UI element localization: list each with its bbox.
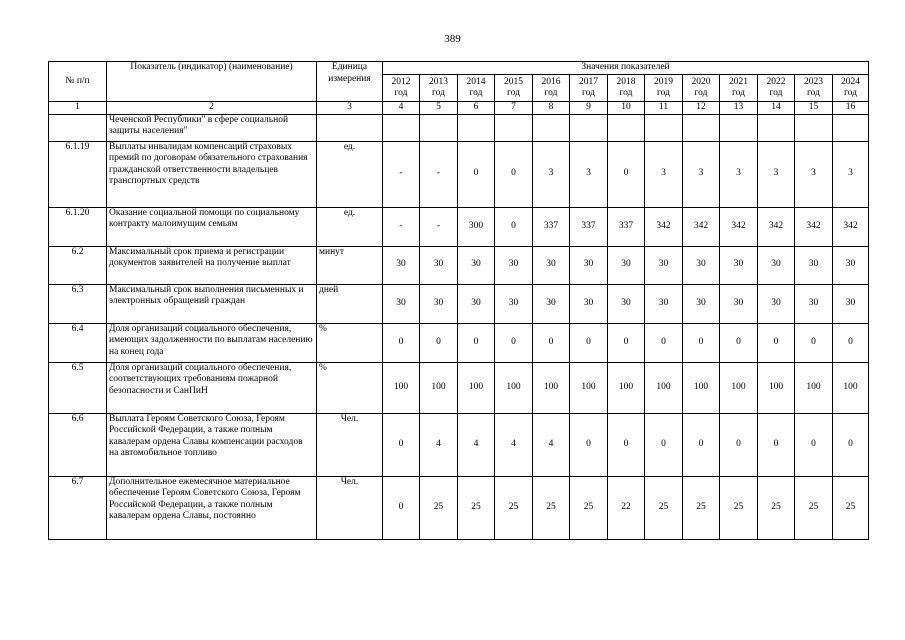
header-num: № п/п [49, 62, 107, 102]
value-cell: 30 [720, 246, 758, 284]
column-number-cell: 10 [608, 102, 645, 115]
indicator-cell: Чеченской Республики" в сфере социальной защиты населения" [107, 114, 317, 141]
year-label: 2015 [504, 77, 523, 87]
value-cell: 30 [833, 246, 869, 284]
value-cell: 100 [683, 362, 720, 413]
value-cell: 0 [533, 323, 570, 362]
value-cell: 3 [758, 141, 795, 207]
row-id-cell: 6.7 [49, 476, 107, 539]
year-label: 2016 [541, 77, 561, 87]
column-number-cell: 12 [683, 102, 720, 115]
value-cell: 30 [795, 284, 833, 323]
column-number-cell: 3 [317, 102, 383, 115]
indicators-table [48, 61, 869, 540]
column-number-row [49, 102, 869, 115]
year-suffix: год [432, 88, 445, 98]
value-cell: 100 [570, 362, 608, 413]
header-unit: Единица измерения [317, 62, 383, 102]
year-header-cell [608, 75, 645, 102]
year-label: 2022 [766, 77, 786, 87]
value-cell: 100 [645, 362, 683, 413]
year-label: 2019 [654, 77, 673, 87]
value-cell: 342 [645, 207, 683, 246]
value-cell: 337 [608, 207, 645, 246]
year-suffix: год [807, 88, 820, 98]
value-cell: 100 [608, 362, 645, 413]
unit-cell [317, 114, 383, 141]
unit-cell: ед. [317, 207, 383, 246]
table-body [49, 114, 869, 539]
value-cell: 30 [458, 246, 495, 284]
value-cell: 300 [458, 207, 495, 246]
row-id-cell: 6.6 [49, 413, 107, 476]
value-cell: 3 [683, 141, 720, 207]
value-cell: 30 [608, 284, 645, 323]
year-suffix: год [394, 88, 408, 98]
value-cell: 0 [645, 323, 683, 362]
value-cell [795, 114, 833, 141]
table-row [49, 362, 869, 413]
value-cell [720, 114, 758, 141]
value-cell: 4 [420, 413, 458, 476]
indicator-cell: Доля организаций социального обеспечения, имеющих задолженности по выплатам населению на конец года [107, 323, 317, 362]
year-suffix: год [657, 88, 670, 98]
table-row [49, 207, 869, 246]
value-cell [758, 114, 795, 141]
value-cell: 25 [458, 476, 495, 539]
year-label: 2021 [729, 77, 748, 87]
value-cell: - [383, 141, 420, 207]
year-header-cell [533, 75, 570, 102]
year-suffix: год [469, 88, 483, 98]
value-cell: - [420, 141, 458, 207]
value-cell: 100 [420, 362, 458, 413]
value-cell: 0 [383, 323, 420, 362]
year-header-cell [420, 75, 458, 102]
year-label: 2024 [841, 77, 860, 87]
year-header-cell [458, 75, 495, 102]
value-cell: 30 [720, 284, 758, 323]
unit-cell: ед. [317, 141, 383, 207]
unit-cell: дней [317, 284, 383, 323]
value-cell: 0 [833, 413, 869, 476]
value-cell [608, 114, 645, 141]
table-row [49, 141, 869, 207]
row-id-cell: 6.3 [49, 284, 107, 323]
row-id-cell: 6.2 [49, 246, 107, 284]
table-row [49, 476, 869, 539]
value-cell: 0 [608, 141, 645, 207]
value-cell: 25 [795, 476, 833, 539]
value-cell: 30 [645, 246, 683, 284]
value-cell [420, 114, 458, 141]
header-indicator: Показатель (индикатор) (наименование) [107, 62, 317, 102]
value-cell: 22 [608, 476, 645, 539]
value-cell: 0 [608, 323, 645, 362]
table-row [49, 114, 869, 141]
value-cell: 0 [383, 476, 420, 539]
value-cell: 0 [570, 323, 608, 362]
value-cell: 0 [570, 413, 608, 476]
year-label: 2023 [804, 77, 823, 87]
row-id-cell [49, 114, 107, 141]
unit-cell: Чел. [317, 476, 383, 539]
value-cell: 25 [758, 476, 795, 539]
column-number-cell: 5 [420, 102, 458, 115]
year-label: 2017 [579, 77, 598, 87]
value-cell: 25 [570, 476, 608, 539]
value-cell: 30 [683, 246, 720, 284]
value-cell [645, 114, 683, 141]
value-cell [533, 114, 570, 141]
year-label: 2014 [466, 77, 486, 87]
year-suffix: год [619, 88, 633, 98]
value-cell: 100 [495, 362, 533, 413]
indicator-cell: Максимальный срок приема и регистрации документов заявителей на получение выплат [107, 246, 317, 284]
unit-cell: % [317, 323, 383, 362]
row-id-cell: 6.1.20 [49, 207, 107, 246]
value-cell: 0 [683, 413, 720, 476]
value-cell: 0 [383, 413, 420, 476]
value-cell: - [383, 207, 420, 246]
value-cell: 25 [833, 476, 869, 539]
value-cell: 30 [383, 284, 420, 323]
value-cell: 0 [495, 323, 533, 362]
table-row [49, 284, 869, 323]
value-cell: 3 [833, 141, 869, 207]
value-cell [683, 114, 720, 141]
value-cell: 25 [645, 476, 683, 539]
unit-cell: % [317, 362, 383, 413]
value-cell: 0 [795, 323, 833, 362]
column-number-cell: 13 [720, 102, 758, 115]
value-cell: 0 [495, 207, 533, 246]
column-number-cell: 9 [570, 102, 608, 115]
value-cell: 30 [683, 284, 720, 323]
value-cell: 30 [495, 246, 533, 284]
year-label: 2020 [691, 77, 711, 87]
row-id-cell: 6.1.19 [49, 141, 107, 207]
value-cell: 100 [758, 362, 795, 413]
value-cell: 100 [458, 362, 495, 413]
row-id-cell: 6.4 [49, 323, 107, 362]
header-values-title: Значения показателей [383, 62, 869, 75]
value-cell [495, 114, 533, 141]
year-suffix: год [544, 88, 558, 98]
value-cell: 3 [533, 141, 570, 207]
value-cell: 0 [495, 141, 533, 207]
year-suffix: год [507, 88, 520, 98]
value-cell: 337 [570, 207, 608, 246]
value-cell: 3 [645, 141, 683, 207]
value-cell [570, 114, 608, 141]
value-cell: 342 [683, 207, 720, 246]
column-number-cell: 2 [107, 102, 317, 115]
year-header-cell [383, 75, 420, 102]
column-number-cell: 4 [383, 102, 420, 115]
value-cell: 25 [420, 476, 458, 539]
value-cell: - [420, 207, 458, 246]
value-cell: 100 [720, 362, 758, 413]
value-cell: 30 [495, 284, 533, 323]
year-header-cell [833, 75, 869, 102]
value-cell: 337 [533, 207, 570, 246]
value-cell: 0 [608, 413, 645, 476]
column-number-cell: 11 [645, 102, 683, 115]
year-header-cell [720, 75, 758, 102]
value-cell: 30 [570, 284, 608, 323]
value-cell [383, 114, 420, 141]
table-row [49, 323, 869, 362]
year-suffix: год [582, 88, 595, 98]
year-header-cell [645, 75, 683, 102]
value-cell: 0 [758, 413, 795, 476]
value-cell: 30 [533, 246, 570, 284]
year-suffix: год [732, 88, 745, 98]
year-label: 2013 [429, 77, 448, 87]
year-header-cell [795, 75, 833, 102]
column-number-cell: 15 [795, 102, 833, 115]
column-number-cell: 7 [495, 102, 533, 115]
value-cell: 0 [645, 413, 683, 476]
column-number-cell: 16 [833, 102, 869, 115]
value-cell: 342 [720, 207, 758, 246]
value-cell: 30 [645, 284, 683, 323]
year-header-cell [495, 75, 533, 102]
value-cell: 4 [533, 413, 570, 476]
value-cell: 3 [570, 141, 608, 207]
value-cell: 0 [758, 323, 795, 362]
value-cell: 0 [720, 413, 758, 476]
value-cell: 0 [720, 323, 758, 362]
row-id-cell: 6.5 [49, 362, 107, 413]
year-suffix: год [769, 88, 783, 98]
value-cell: 100 [383, 362, 420, 413]
page-number: 389 [444, 33, 461, 45]
value-cell: 30 [383, 246, 420, 284]
value-cell: 30 [833, 284, 869, 323]
table-row [49, 413, 869, 476]
value-cell: 30 [458, 284, 495, 323]
value-cell: 342 [833, 207, 869, 246]
column-number-cell: 6 [458, 102, 495, 115]
value-cell: 30 [420, 284, 458, 323]
value-cell [458, 114, 495, 141]
indicator-cell: Доля организаций социального обеспечения, соответствующих требованиям пожарной безопасности и СанПиН [107, 362, 317, 413]
value-cell: 342 [795, 207, 833, 246]
year-label: 2018 [616, 77, 636, 87]
year-header-cell [758, 75, 795, 102]
value-cell: 30 [533, 284, 570, 323]
value-cell: 0 [420, 323, 458, 362]
value-cell: 25 [683, 476, 720, 539]
value-cell: 4 [458, 413, 495, 476]
year-header-cell [570, 75, 608, 102]
value-cell: 0 [458, 323, 495, 362]
value-cell: 30 [758, 284, 795, 323]
value-cell: 342 [758, 207, 795, 246]
value-cell: 4 [495, 413, 533, 476]
indicator-cell: Выплаты инвалидам компенсаций страховых премий по договорам обязательного страхования гражданской ответственности владельцев транспортных средств [107, 141, 317, 207]
year-label: 2012 [391, 77, 411, 87]
value-cell: 30 [795, 246, 833, 284]
value-cell: 100 [833, 362, 869, 413]
column-number-cell: 14 [758, 102, 795, 115]
value-cell: 25 [533, 476, 570, 539]
column-number-cell: 8 [533, 102, 570, 115]
indicator-cell: Выплата Героям Советского Союза, Героям Российской Федерации, а также полным кавалерам ордена Славы компенсации расходов на автомобильное топливо [107, 413, 317, 476]
unit-cell: Чел. [317, 413, 383, 476]
indicator-cell: Оказание социальной помощи по социальному контракту малоимущим семьям [107, 207, 317, 246]
value-cell: 25 [720, 476, 758, 539]
value-cell: 30 [758, 246, 795, 284]
column-number-cell: 1 [49, 102, 107, 115]
indicator-cell: Максимальный срок выполнения письменных и электронных обращений граждан [107, 284, 317, 323]
year-suffix: год [694, 88, 708, 98]
year-suffix: год [844, 88, 857, 98]
value-cell: 30 [570, 246, 608, 284]
value-cell [833, 114, 869, 141]
value-cell: 100 [533, 362, 570, 413]
unit-cell: минут [317, 246, 383, 284]
value-cell: 30 [420, 246, 458, 284]
year-header-cell [683, 75, 720, 102]
value-cell: 0 [795, 413, 833, 476]
value-cell: 0 [833, 323, 869, 362]
value-cell: 3 [720, 141, 758, 207]
indicator-cell: Дополнительное ежемесячное материальное обеспечение Героям Советского Союза, Героям Российской Федерации, а также полным кавалерам ордена Славы, постоянно [107, 476, 317, 539]
value-cell: 100 [795, 362, 833, 413]
value-cell: 30 [608, 246, 645, 284]
table-row [49, 246, 869, 284]
value-cell: 3 [795, 141, 833, 207]
value-cell: 25 [495, 476, 533, 539]
value-cell: 0 [683, 323, 720, 362]
value-cell: 0 [458, 141, 495, 207]
